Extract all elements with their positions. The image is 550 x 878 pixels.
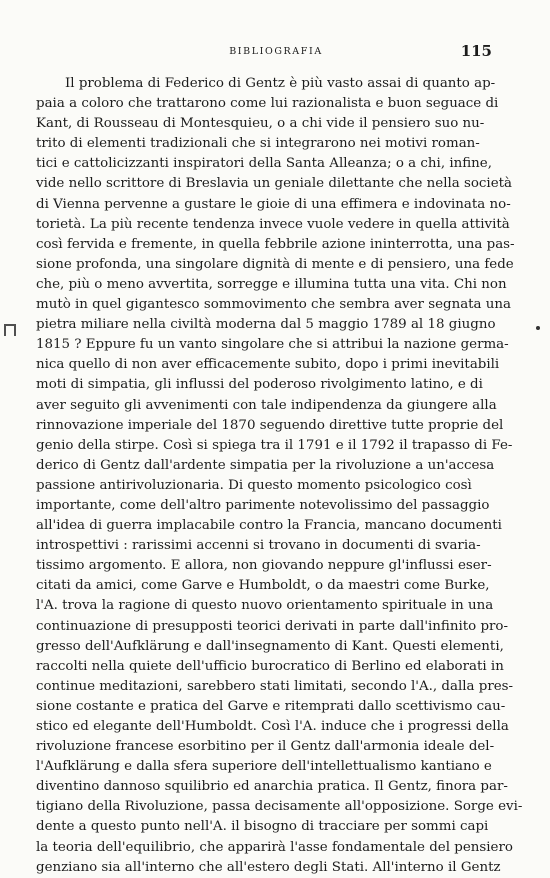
text-line: all'idea di guerra implacabile contro la Francia, mancano documenti bbox=[36, 518, 502, 534]
text-line: nica quello di non aver efficacemente subito, dopo i primi inevitabili bbox=[36, 357, 500, 373]
text-line: la teoria dell'equilibrio, che apparirà l'asse fondamentale del pensiero bbox=[36, 839, 513, 855]
text-line: così fervida e fremente, in quella febbrile azione ininterrotta, una pas- bbox=[36, 236, 515, 252]
text-line: stico ed elegante dell'Humboldt. Così l'A. induce che i progressi della bbox=[36, 719, 509, 734]
text-line: continuazione di presupposti teorici derivati in parte dall'infinito pro- bbox=[36, 618, 509, 634]
margin-dot-mark bbox=[536, 326, 540, 330]
text-line: mutò in quel gigantesco sommovimento che sembra aver segnata una bbox=[36, 297, 512, 313]
text-line: tigiano della Rivoluzione, passa decisamente all'opposizione. Sorge evi- bbox=[36, 799, 523, 815]
text-line: sione profonda, una singolare dignità di mente e di pensiero, una fede bbox=[36, 256, 514, 272]
text-line: genziano sia all'interno che all'estero degli Stati. All'interno il Gentz bbox=[36, 859, 501, 875]
text-line: tici e cattolicizzanti inspiratori della Santa Alleanza; o a chi, infine, bbox=[36, 156, 492, 172]
text-line: trito di elementi tradizionali che si integrarono nei motivi roman- bbox=[36, 136, 480, 152]
text-line: Kant, di Rousseau di Montesquieu, o a chi vide il pensiero suo nu- bbox=[36, 116, 485, 132]
text-line: importante, come dell'altro parimente notevolissimo del passaggio bbox=[36, 497, 490, 513]
page-number: 115 bbox=[460, 42, 492, 60]
text-line: tissimo argomento. E allora, non giovando neppure gl'influssi eser- bbox=[36, 558, 492, 574]
text-line: Il problema di Federico di Gentz è più vasto assai di quanto ap- bbox=[65, 76, 496, 91]
text-line: rivoluzione francese esorbitino per il Gentz dall'armonia ideale del- bbox=[36, 739, 495, 755]
text-line: continue meditazioni, sarebbero stati limitati, secondo l'A., dalla pres- bbox=[36, 678, 514, 694]
running-header bbox=[62, 42, 490, 62]
review-paragraph bbox=[36, 74, 523, 878]
text-line: torietà. La più recente tendenza invece vuole vedere in quella attività bbox=[36, 216, 510, 232]
margin-bracket-mark bbox=[4, 324, 16, 336]
text-line: l'A. trova la ragione di questo nuovo orientamento spirituale in una bbox=[36, 598, 494, 614]
text-line: che, più o meno avvertita, sorregge e illumina tutta una vita. Chi non bbox=[36, 276, 507, 292]
text-line: gresso dell'Aufklärung e dall'insegnamento di Kant. Questi elementi, bbox=[36, 638, 504, 654]
text-line: genio della stirpe. Così si spiega tra il 1791 e il 1792 il trapasso di Fe- bbox=[36, 437, 513, 453]
text-line: di Vienna pervenne a gustare le gioie di una effimera e indovinata no- bbox=[36, 196, 511, 212]
text-line: moti di simpatia, gli influssi del poderoso rivolgimento latino, e di bbox=[36, 377, 483, 393]
text-line: aver seguito gli avvenimenti con tale indipendenza da giungere alla bbox=[36, 397, 497, 413]
text-line: l'Aufklärung e dalla sfera superiore dell'intellettualismo kantiano e bbox=[36, 759, 492, 775]
text-line: derico di Gentz dall'ardente simpatia per la rivoluzione a un'accesa bbox=[36, 457, 495, 473]
text-line: vide nello scrittore di Breslavia un geniale dilettante che nella società bbox=[36, 176, 513, 192]
running-title: BIBLIOGRAFIA bbox=[229, 46, 323, 57]
text-line: 1815 ? Eppure fu un vanto singolare che si attribui la nazione germa- bbox=[36, 337, 509, 353]
text-line: passione antirivoluzionaria. Di questo momento psicologico così bbox=[36, 477, 472, 493]
text-line: introspettivi : rarissimi accenni si trovano in documenti di svaria- bbox=[36, 538, 481, 554]
text-line: paia a coloro che trattarono come lui razionalista e buon seguace di bbox=[36, 96, 499, 112]
text-line: citati da amici, come Garve e Humboldt, o da maestri come Burke, bbox=[36, 578, 490, 594]
text-line: dente a questo punto nell'A. il bisogno di tracciare per sommi capi bbox=[36, 819, 489, 835]
text-line: sione costante e pratica del Garve e ritemprati dallo scettivismo cau- bbox=[36, 698, 506, 714]
text-line: rinnovazione imperiale del 1870 seguendo direttive tutte proprie del bbox=[36, 417, 504, 433]
text-line: pietra miliare nella civiltà moderna dal 5 maggio 1789 al 18 giugno bbox=[36, 317, 496, 333]
text-line: diventino dannoso squilibrio ed anarchia pratica. Il Gentz, finora par- bbox=[36, 779, 508, 795]
text-line: raccolti nella quiete dell'ufficio burocratico di Berlino ed elaborati in bbox=[36, 658, 504, 674]
